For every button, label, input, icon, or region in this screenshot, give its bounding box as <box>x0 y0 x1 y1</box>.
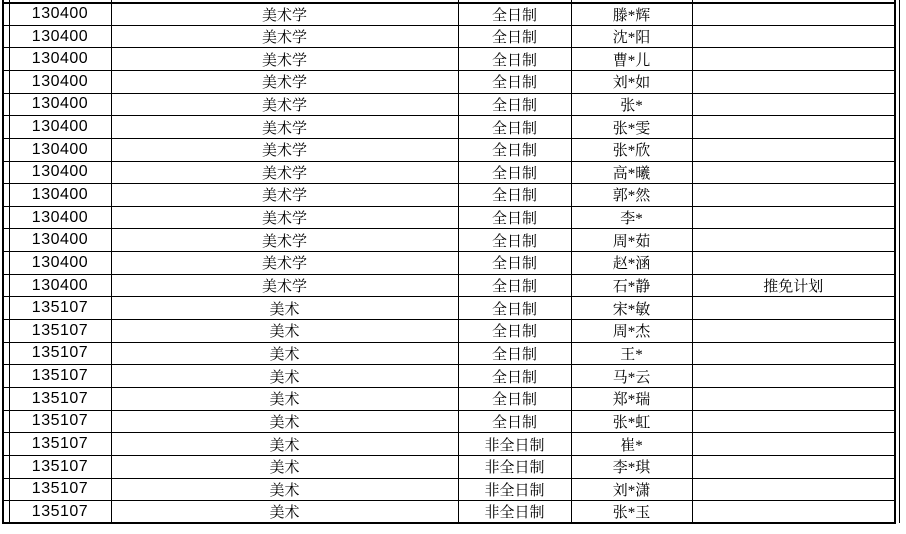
cell-major-name[interactable]: 美术 <box>111 342 458 365</box>
cell-remark[interactable] <box>692 501 895 524</box>
table-row <box>3 25 895 48</box>
table-row <box>3 274 895 297</box>
cell-major-name[interactable]: 美术学 <box>111 184 458 207</box>
cell-program-code[interactable]: 135107 <box>9 365 111 388</box>
cell-study-mode[interactable]: 非全日制 <box>458 455 571 478</box>
cell-remark[interactable] <box>692 252 895 275</box>
cell-candidate-name[interactable]: 李* <box>571 206 692 229</box>
table-row <box>3 70 895 93</box>
cell-major-name[interactable]: 美术学 <box>111 93 458 116</box>
cell-remark[interactable] <box>692 410 895 433</box>
cell-study-mode[interactable]: 全日制 <box>458 320 571 343</box>
cell-major-name[interactable]: 美术学 <box>111 116 458 139</box>
cell-candidate-name[interactable]: 马*云 <box>571 365 692 388</box>
table-row <box>3 478 895 501</box>
table-row <box>3 93 895 116</box>
cell-remark[interactable] <box>692 206 895 229</box>
table-row <box>3 48 895 71</box>
cell-major-name[interactable]: 美术 <box>111 433 458 456</box>
cell-remark[interactable] <box>692 297 895 320</box>
cell-study-mode[interactable]: 全日制 <box>458 297 571 320</box>
cell-program-code[interactable]: 130400 <box>9 161 111 184</box>
cell-program-code[interactable]: 130400 <box>9 3 111 26</box>
cell-study-mode[interactable]: 全日制 <box>458 184 571 207</box>
cell-program-code[interactable]: 135107 <box>9 320 111 343</box>
cell-major-name[interactable]: 美术学 <box>111 48 458 71</box>
right-gridline <box>899 0 900 523</box>
cell-program-code[interactable]: 130400 <box>9 138 111 161</box>
cell-program-code[interactable]: 130400 <box>9 184 111 207</box>
cell-candidate-name[interactable]: 刘*如 <box>571 70 692 93</box>
table-row <box>3 387 895 410</box>
cell-program-code[interactable]: 130400 <box>9 70 111 93</box>
cell-remark[interactable] <box>692 25 895 48</box>
cell-program-code[interactable]: 130400 <box>9 93 111 116</box>
cell-program-code[interactable]: 135107 <box>9 455 111 478</box>
cell-program-code[interactable]: 130400 <box>9 206 111 229</box>
cell-major-name[interactable]: 美术学 <box>111 161 458 184</box>
cell-candidate-name[interactable]: 崔* <box>571 433 692 456</box>
cell-program-code[interactable]: 130400 <box>9 229 111 252</box>
cell-remark[interactable] <box>692 478 895 501</box>
cell-candidate-name[interactable]: 郑*瑞 <box>571 387 692 410</box>
cell-remark[interactable] <box>692 365 895 388</box>
cell-study-mode[interactable]: 全日制 <box>458 410 571 433</box>
cell-remark[interactable] <box>692 70 895 93</box>
cell-study-mode[interactable]: 全日制 <box>458 70 571 93</box>
cell-major-name[interactable]: 美术 <box>111 501 458 524</box>
cell-program-code[interactable]: 135107 <box>9 501 111 524</box>
table-row <box>3 138 895 161</box>
table-row <box>3 410 895 433</box>
cell-remark[interactable] <box>692 3 895 26</box>
cell-program-code[interactable]: 135107 <box>9 410 111 433</box>
cell-major-name[interactable]: 美术 <box>111 455 458 478</box>
cell-major-name[interactable]: 美术学 <box>111 274 458 297</box>
cell-study-mode[interactable]: 全日制 <box>458 365 571 388</box>
cell-candidate-name[interactable]: 王* <box>571 342 692 365</box>
cell-study-mode[interactable]: 全日制 <box>458 138 571 161</box>
cell-candidate-name[interactable]: 张*玉 <box>571 501 692 524</box>
cell-study-mode[interactable]: 非全日制 <box>458 433 571 456</box>
cell-study-mode[interactable]: 非全日制 <box>458 501 571 524</box>
table-row <box>3 320 895 343</box>
cell-study-mode[interactable]: 全日制 <box>458 25 571 48</box>
cell-major-name[interactable]: 美术 <box>111 297 458 320</box>
cell-program-code[interactable]: 135107 <box>9 342 111 365</box>
table-row <box>3 206 895 229</box>
cell-candidate-name[interactable]: 高*曦 <box>571 161 692 184</box>
admission-list-table <box>2 0 896 524</box>
cell-program-code[interactable]: 135107 <box>9 297 111 320</box>
cell-major-name[interactable]: 美术 <box>111 365 458 388</box>
cell-remark[interactable]: 推免计划 <box>692 274 895 297</box>
cell-study-mode[interactable]: 全日制 <box>458 93 571 116</box>
cell-candidate-name[interactable]: 郭*然 <box>571 184 692 207</box>
table-row <box>3 433 895 456</box>
cell-program-code[interactable]: 130400 <box>9 274 111 297</box>
table-row <box>3 252 895 275</box>
cell-study-mode[interactable]: 全日制 <box>458 206 571 229</box>
table-row <box>3 455 895 478</box>
cell-program-code[interactable]: 135107 <box>9 433 111 456</box>
cell-study-mode[interactable]: 全日制 <box>458 252 571 275</box>
table-row <box>3 184 895 207</box>
cell-study-mode[interactable]: 全日制 <box>458 387 571 410</box>
cell-remark[interactable] <box>692 387 895 410</box>
cell-study-mode[interactable]: 全日制 <box>458 342 571 365</box>
cell-candidate-name[interactable]: 张*欣 <box>571 138 692 161</box>
cell-candidate-name[interactable]: 曹*儿 <box>571 48 692 71</box>
cell-candidate-name[interactable]: 宋*敏 <box>571 297 692 320</box>
cell-remark[interactable] <box>692 48 895 71</box>
cell-remark[interactable] <box>692 455 895 478</box>
cell-study-mode[interactable]: 全日制 <box>458 161 571 184</box>
table-row <box>3 501 895 524</box>
cell-major-name[interactable]: 美术 <box>111 320 458 343</box>
cell-remark[interactable] <box>692 93 895 116</box>
table-row <box>3 342 895 365</box>
table-row <box>3 3 895 26</box>
cell-candidate-name[interactable]: 李*琪 <box>571 455 692 478</box>
cell-program-code[interactable]: 130400 <box>9 48 111 71</box>
cell-candidate-name[interactable]: 赵*涵 <box>571 252 692 275</box>
table-row <box>3 365 895 388</box>
cell-program-code[interactable]: 130400 <box>9 25 111 48</box>
cell-program-code[interactable]: 130400 <box>9 116 111 139</box>
table-row <box>3 297 895 320</box>
cell-candidate-name[interactable]: 沈*阳 <box>571 25 692 48</box>
cell-remark[interactable] <box>692 342 895 365</box>
cell-major-name[interactable]: 美术 <box>111 410 458 433</box>
cell-major-name[interactable]: 美术学 <box>111 70 458 93</box>
cell-remark[interactable] <box>692 320 895 343</box>
cell-candidate-name[interactable]: 张*虹 <box>571 410 692 433</box>
cell-study-mode[interactable]: 全日制 <box>458 116 571 139</box>
cell-remark[interactable] <box>692 433 895 456</box>
cell-candidate-name[interactable]: 周*茹 <box>571 229 692 252</box>
cell-major-name[interactable]: 美术学 <box>111 229 458 252</box>
table-row <box>3 161 895 184</box>
cell-remark[interactable] <box>692 116 895 139</box>
cell-program-code[interactable]: 135107 <box>9 478 111 501</box>
cell-major-name[interactable]: 美术学 <box>111 252 458 275</box>
cell-study-mode[interactable]: 全日制 <box>458 229 571 252</box>
cell-study-mode[interactable]: 全日制 <box>458 274 571 297</box>
cell-candidate-name[interactable]: 石*静 <box>571 274 692 297</box>
cell-remark[interactable] <box>692 161 895 184</box>
cell-major-name[interactable]: 美术 <box>111 478 458 501</box>
table-row <box>3 116 895 139</box>
cell-remark[interactable] <box>692 138 895 161</box>
cell-candidate-name[interactable]: 刘*潇 <box>571 478 692 501</box>
table-row <box>3 229 895 252</box>
cell-major-name[interactable]: 美术学 <box>111 206 458 229</box>
cell-candidate-name[interactable]: 张* <box>571 93 692 116</box>
cell-major-name[interactable]: 美术 <box>111 387 458 410</box>
cell-study-mode[interactable]: 非全日制 <box>458 478 571 501</box>
cell-study-mode[interactable]: 全日制 <box>458 3 571 26</box>
cell-program-code[interactable]: 130400 <box>9 252 111 275</box>
cell-remark[interactable] <box>692 184 895 207</box>
cell-candidate-name[interactable]: 周*杰 <box>571 320 692 343</box>
cell-major-name[interactable]: 美术学 <box>111 3 458 26</box>
cell-major-name[interactable]: 美术学 <box>111 25 458 48</box>
cell-program-code[interactable]: 135107 <box>9 387 111 410</box>
cell-study-mode[interactable]: 全日制 <box>458 48 571 71</box>
cell-candidate-name[interactable]: 张*雯 <box>571 116 692 139</box>
cell-candidate-name[interactable]: 滕*辉 <box>571 3 692 26</box>
cell-remark[interactable] <box>692 229 895 252</box>
cell-major-name[interactable]: 美术学 <box>111 138 458 161</box>
